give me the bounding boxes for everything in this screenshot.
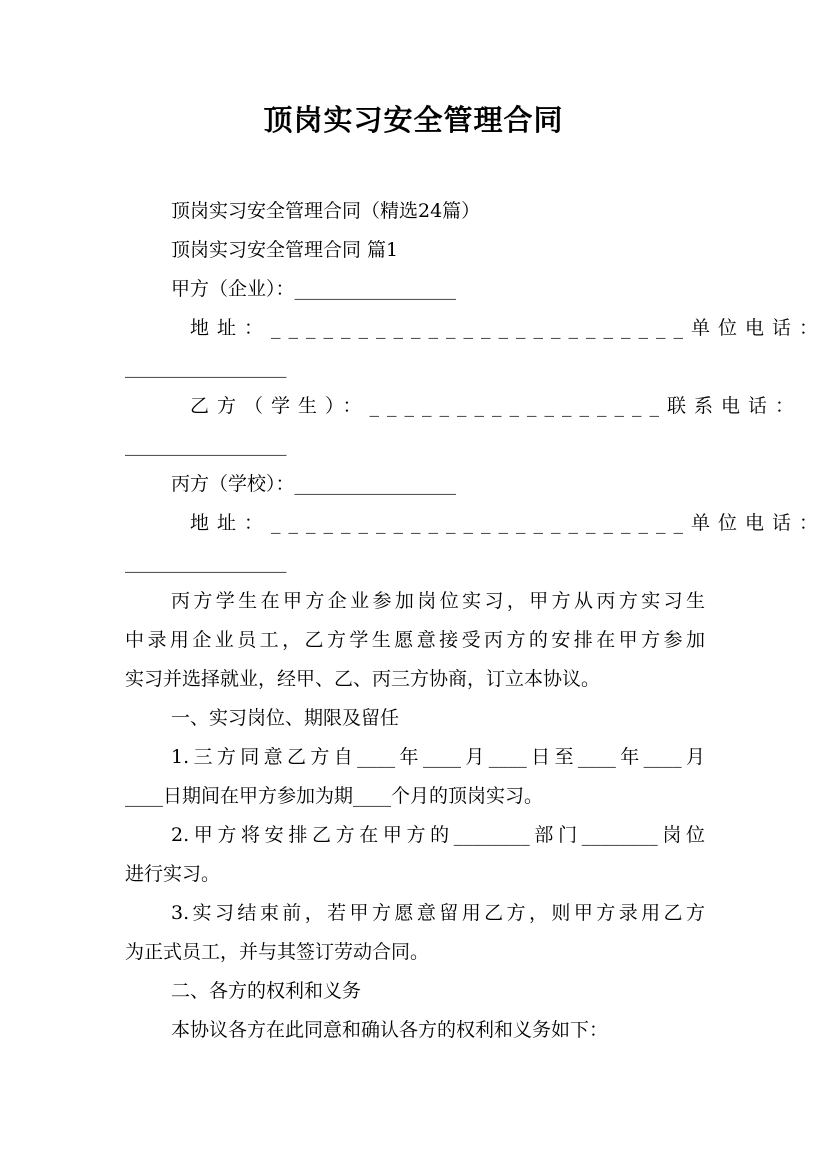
clause-line: 2.甲方将安排乙方在甲方的________部门________岗位: [171, 824, 705, 846]
clause-line: 进行实习。: [125, 863, 221, 885]
party-c-address-line: 地址：________________________单位电话：: [190, 512, 827, 534]
paragraph-line: 实习并选择就业，经甲、乙、丙三方协商，订立本协议。: [125, 668, 601, 690]
clause-line: ____日期间在甲方参加为期____个月的顶岗实习。: [125, 785, 544, 807]
paragraph-line: 本协议各方在此同意和确认各方的权利和义务如下：: [171, 1019, 609, 1041]
section-heading: 二、各方的权利和义务: [171, 980, 362, 1002]
party-b-line: 乙方（学生）：_________________联系电话：: [190, 395, 803, 417]
subtitle-line: 顶岗实习安全管理合同（精选24篇）: [171, 200, 481, 222]
clause-line: 为正式员工，并与其签订劳动合同。: [125, 941, 430, 963]
party-a-address-line: 地址：________________________单位电话：: [190, 317, 827, 339]
clause-line: 3.实习结束前，若甲方愿意留用乙方，则甲方录用乙方: [171, 902, 705, 924]
section-heading: 顶岗实习安全管理合同 篇1: [171, 239, 399, 261]
party-b-phone-blank: _________________: [125, 434, 287, 456]
clause-line: 1.三方同意乙方自____年____月____日至____年____月: [171, 746, 705, 768]
section-heading: 一、实习岗位、期限及留任: [171, 707, 400, 729]
paragraph-line: 中录用企业员工，乙方学生愿意接受丙方的安排在甲方参加: [125, 629, 705, 651]
party-c-line: 丙方（学校）：_________________: [171, 473, 457, 495]
document-title: 顶岗实习安全管理合同: [263, 103, 564, 137]
party-c-phone-blank: _________________: [125, 551, 287, 573]
paragraph-line: 丙方学生在甲方企业参加岗位实习，甲方从丙方实习生: [171, 590, 705, 612]
party-a-line: 甲方（企业）：_________________: [171, 278, 457, 300]
party-a-phone-blank: _________________: [125, 356, 287, 378]
